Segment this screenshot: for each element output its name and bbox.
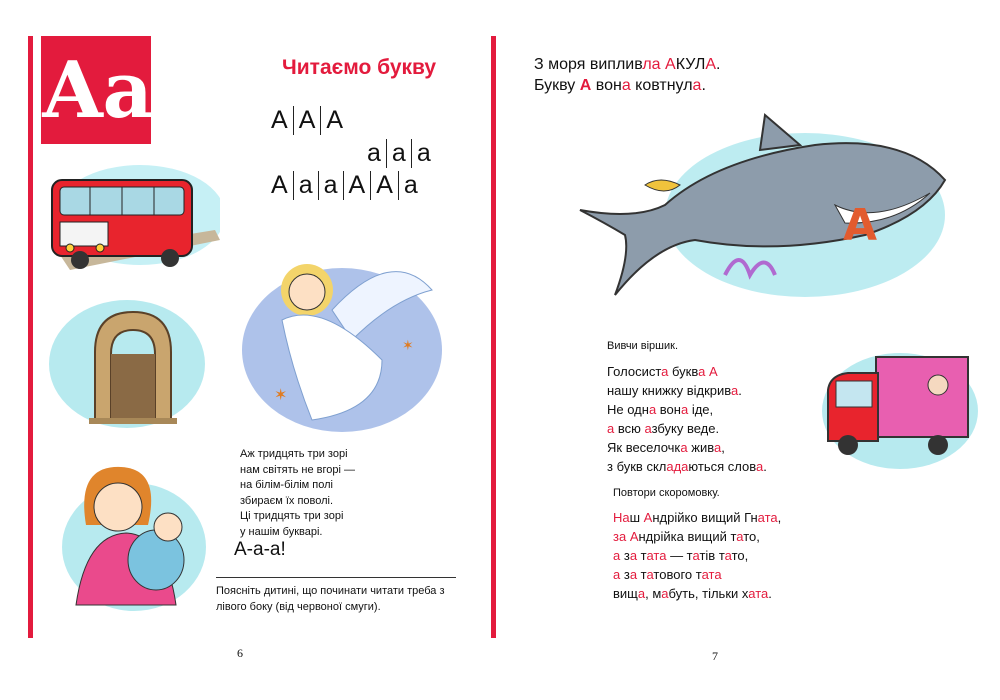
highlighted-letter: а xyxy=(637,586,646,601)
letter-row-1 xyxy=(266,106,348,135)
highlighted-letter: а xyxy=(680,402,689,417)
truck-illustration xyxy=(818,345,978,470)
highlighted-letter: а xyxy=(680,440,688,455)
page-number-left: 6 xyxy=(237,646,243,660)
text-segment: , xyxy=(721,440,725,455)
highlighted-letter: а xyxy=(731,383,739,398)
highlighted-letter: а xyxy=(646,567,654,582)
left-red-stripe xyxy=(28,36,33,638)
text-segment: Як веселочк xyxy=(607,440,681,455)
angel-illustration xyxy=(232,250,447,440)
text-segment: — т xyxy=(666,548,693,563)
poem-left xyxy=(240,447,355,541)
highlighted-letter: А xyxy=(629,529,639,544)
highlighted-letter: На xyxy=(613,510,630,525)
letter-cell: А xyxy=(271,106,288,134)
tongue-line xyxy=(613,584,781,603)
highlighted-letter: а xyxy=(692,77,702,94)
highlighted-letter: ла xyxy=(642,56,661,73)
text-segment: ндрійка вищий т xyxy=(638,529,737,544)
letter-cell: а xyxy=(293,171,318,200)
letter-cell: а xyxy=(386,139,411,168)
letter-cell: А xyxy=(293,106,321,135)
arch-illustration xyxy=(45,292,205,432)
tongue-line xyxy=(613,546,781,565)
highlighted-letter: ата xyxy=(701,567,722,582)
text-segment: З моря виплив xyxy=(534,56,643,73)
shark-caption xyxy=(534,54,720,96)
tongue-line xyxy=(613,565,781,584)
caption-line xyxy=(534,54,720,75)
text-segment: іде, xyxy=(688,402,714,417)
svg-text:✶: ✶ xyxy=(274,387,288,404)
letter-cell: а xyxy=(367,139,381,167)
letter-row-2 xyxy=(362,139,436,168)
poem-line: збираєм їх поволі. xyxy=(240,494,334,507)
highlighted-letter: а xyxy=(724,548,732,563)
text-segment: Букву xyxy=(534,77,580,94)
poem-line xyxy=(607,362,767,381)
text-segment: , xyxy=(777,510,782,525)
highlighted-letter: а xyxy=(661,364,669,379)
highlighted-letter: А xyxy=(643,510,653,525)
shark-illustration xyxy=(575,105,950,305)
text-segment: з букв скл xyxy=(607,459,667,474)
tongue-twister-heading: Повтори скоромовку. xyxy=(613,487,720,499)
poem-line: Аж тридцять три зорі xyxy=(240,448,348,460)
text-segment: то, xyxy=(743,529,760,544)
letter-row-3 xyxy=(266,171,423,200)
text-segment: . xyxy=(716,56,721,73)
text-segment: нашу книжку відкрив xyxy=(607,383,732,398)
parent-note: Поясніть дитині, що починати читати треба з лівого боку (від червоної смуги). xyxy=(216,585,445,613)
big-letter-box: Аа xyxy=(41,36,151,144)
poem-right xyxy=(607,362,767,476)
svg-text:A: A xyxy=(843,200,878,251)
letter-cell: а xyxy=(318,171,343,200)
text-segment: ються слов xyxy=(688,459,756,474)
letter-cell: А xyxy=(343,171,371,200)
poem-line: у нашім букварі. xyxy=(240,525,323,538)
tongue-line xyxy=(613,527,781,546)
tongue-line xyxy=(613,508,781,527)
text-segment: т xyxy=(637,567,647,582)
text-segment: букв xyxy=(668,364,699,379)
letter-cell: а xyxy=(411,139,436,168)
highlighted-letter: А xyxy=(579,77,592,94)
highlighted-letter: ада xyxy=(666,459,689,474)
poem-line xyxy=(607,381,767,400)
text-segment: з xyxy=(620,567,630,582)
highlighted-letter: а xyxy=(644,421,652,436)
text-segment: ш xyxy=(629,510,644,525)
text-segment: вищ xyxy=(613,586,638,601)
text-segment: вон xyxy=(591,77,622,94)
letter-cell: А xyxy=(320,106,348,135)
tongue-twister xyxy=(613,508,781,603)
poem-line: Ці тридцять три зорі xyxy=(240,510,344,523)
poem-line xyxy=(607,419,767,438)
poem-line: на білім-білім полі xyxy=(240,479,334,492)
note-divider xyxy=(216,577,456,578)
text-segment: ндрійко вищий Гн xyxy=(652,510,758,525)
text-segment: . xyxy=(701,77,706,94)
highlighted-letter: а xyxy=(698,364,706,379)
letter-cell: А xyxy=(370,171,398,200)
page-number-right: 7 xyxy=(712,649,718,663)
svg-text:✶: ✶ xyxy=(402,337,414,353)
highlighted-letter: а xyxy=(648,402,657,417)
highlighted-letter: а xyxy=(607,421,615,436)
poem-line: нам світять не вгорі — xyxy=(240,463,356,476)
highlighted-letter: а xyxy=(736,529,744,544)
highlighted-letter: А xyxy=(705,56,717,73)
poem-line xyxy=(607,400,767,419)
highlighted-letter: а xyxy=(613,567,621,582)
highlighted-letter: ата xyxy=(646,548,667,563)
text-segment: ковтнул xyxy=(630,77,693,94)
text-segment: збуку веде. xyxy=(651,421,720,436)
text-segment: то, xyxy=(731,548,749,563)
text-segment: з xyxy=(620,548,630,563)
highlighted-letter: а xyxy=(629,567,638,582)
highlighted-letter: а xyxy=(613,548,621,563)
text-segment: буть, тільки х xyxy=(668,586,749,601)
text-segment: . xyxy=(738,383,742,398)
caption-line xyxy=(534,75,720,96)
highlighted-letter: за xyxy=(613,529,627,544)
highlighted-letter: А xyxy=(665,56,676,73)
exclamation-text: А-а-а! xyxy=(234,539,286,560)
text-segment: всю xyxy=(614,421,645,436)
text-segment: КУЛ xyxy=(675,56,706,73)
highlighted-letter: а xyxy=(629,548,638,563)
letter-cell: А xyxy=(271,171,288,199)
girl-with-baby-illustration xyxy=(56,455,206,615)
page-title: Читаємо букву xyxy=(282,56,437,79)
right-red-stripe xyxy=(491,36,496,638)
text-segment: , м xyxy=(645,586,662,601)
highlighted-letter: ата xyxy=(748,586,769,601)
highlighted-letter: а xyxy=(621,77,631,94)
text-segment: . xyxy=(768,586,772,601)
highlighted-letter: а xyxy=(692,548,700,563)
text-segment: т xyxy=(637,548,647,563)
text-segment: тів т xyxy=(699,548,725,563)
text-segment: жив xyxy=(687,440,714,455)
highlighted-letter: а xyxy=(713,440,722,455)
letter-cell: а xyxy=(398,171,423,200)
text-segment: Не одн xyxy=(607,402,649,417)
bus-illustration xyxy=(40,160,220,280)
poem-line xyxy=(607,438,767,457)
text-segment: тового т xyxy=(653,567,702,582)
highlighted-letter: а xyxy=(755,459,764,474)
text-segment: Голосист xyxy=(607,364,662,379)
highlighted-letter: а xyxy=(661,586,669,601)
poem-line xyxy=(607,457,767,476)
highlighted-letter: А xyxy=(708,364,718,379)
highlighted-letter: ата xyxy=(757,510,778,525)
poem-heading: Вивчи віршик. xyxy=(607,340,679,352)
text-segment: вон xyxy=(656,402,681,417)
text-segment: . xyxy=(763,459,767,474)
